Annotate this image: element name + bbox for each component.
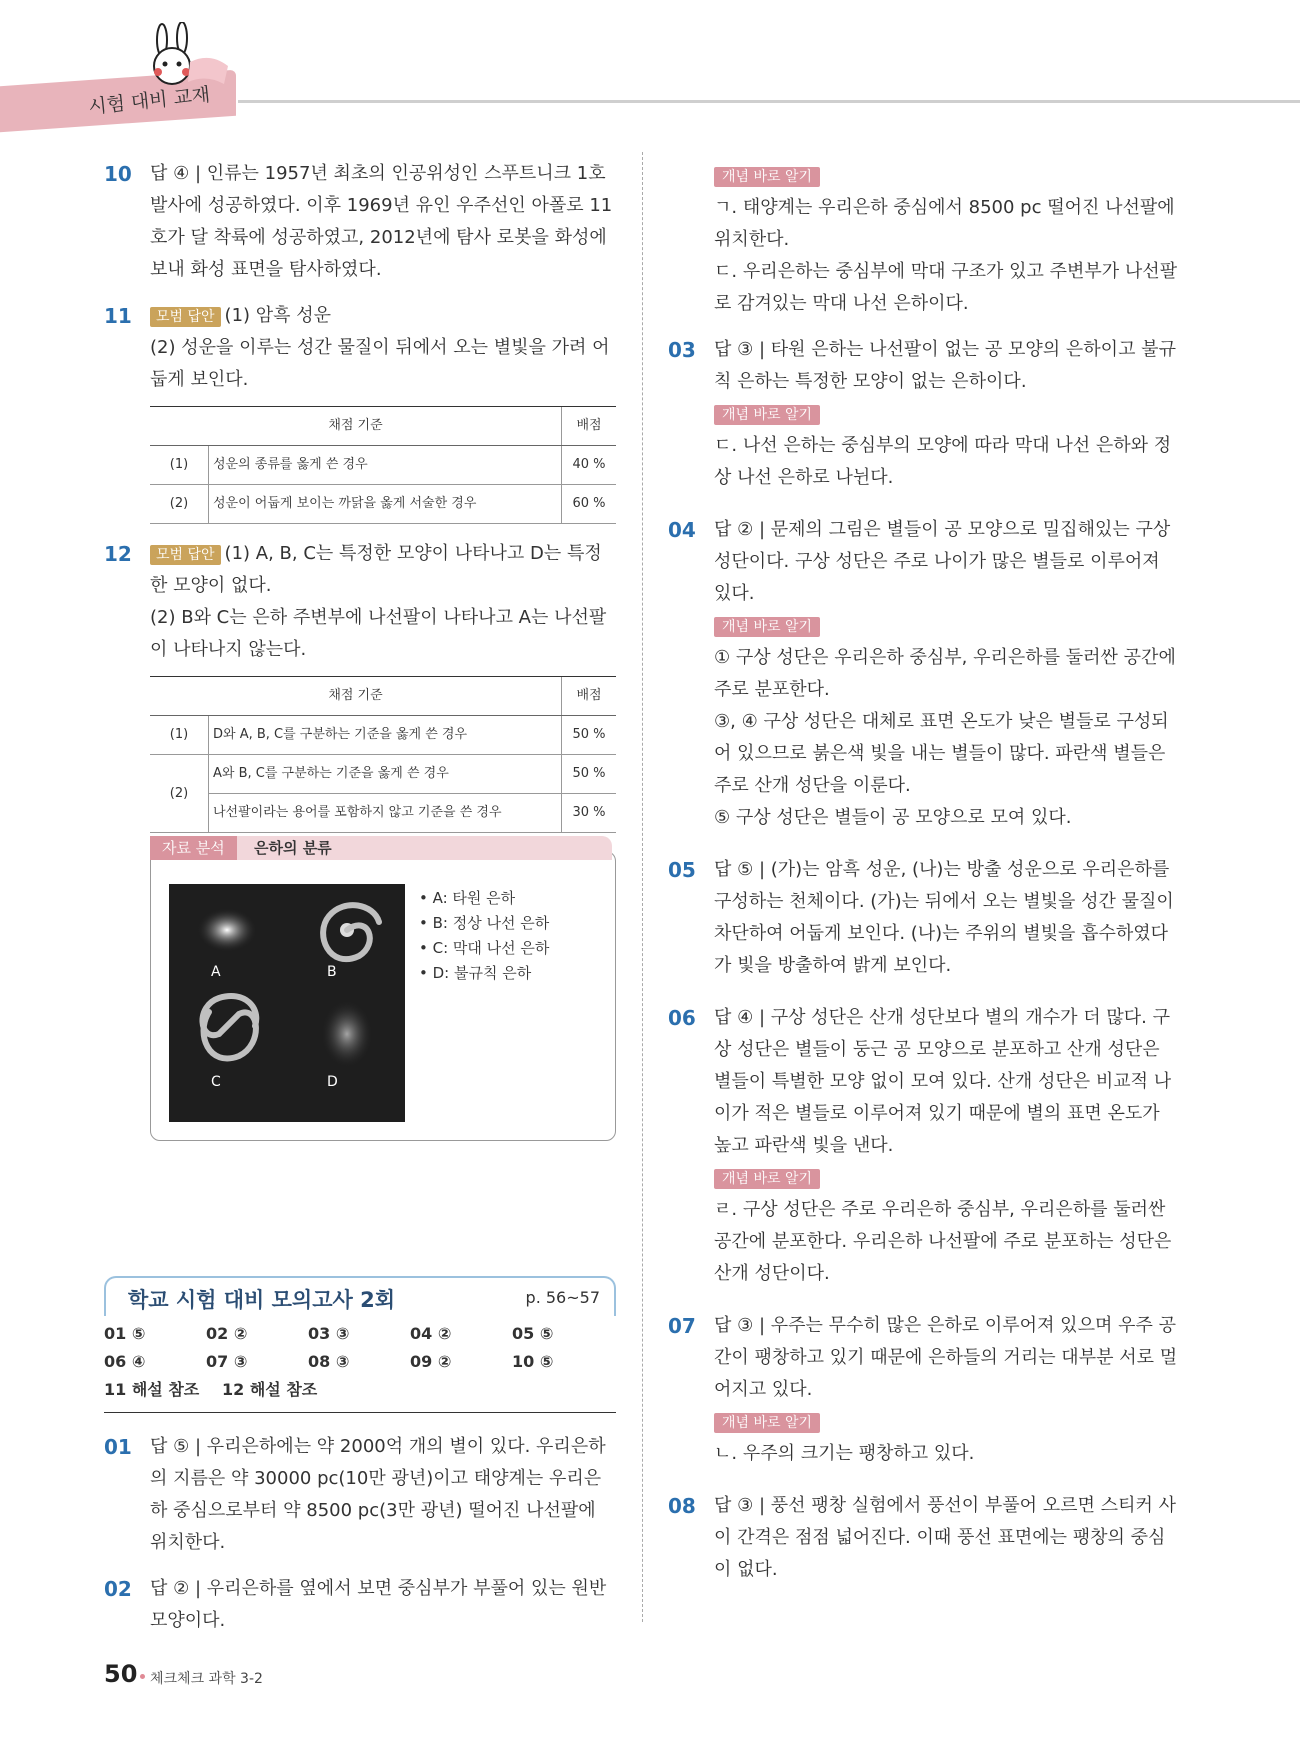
answer-02 <box>104 1573 616 1637</box>
table-cell: 나선팔이라는 용어를 포함하지 않고 기준을 쓴 경우 <box>209 794 562 833</box>
question-number: 12 <box>104 542 132 566</box>
answer-cell: 01 ⑤ <box>104 1324 146 1343</box>
answer-text: 답 ② | 문제의 그림은 별들이 공 모양으로 밀집해있는 구상 성단이다. 구상 성단은 주로 나이가 많은 별들로 이루어져 있다. <box>714 519 1171 604</box>
question-number: 04 <box>668 518 696 542</box>
answer-line: (2) B와 C는 은하 주변부에 나선팔이 나타나고 A는 나선팔이 나타나지 않는다. <box>150 607 607 660</box>
concept-line: ㄱ. 태양계는 우리은하 중심에서 8500 pc 떨어진 나선팔에 위치한다. <box>714 197 1175 250</box>
answer-cell: 08 ③ <box>308 1352 350 1371</box>
answer-07 <box>668 1310 1180 1470</box>
data-analysis-box <box>150 839 616 1141</box>
question-number: 02 <box>104 1577 132 1601</box>
table-cell: (2) <box>150 755 209 833</box>
galaxy-illustration <box>169 884 405 1122</box>
galaxy-label: C <box>211 1074 221 1090</box>
right-column <box>668 160 1180 1586</box>
model-answer-tag: 모범 답안 <box>150 307 221 327</box>
answer-text: 답 ④ | 인류는 1957년 최초의 인공위성인 스푸트니크 1호 발사에 성공하였다. 이후 1969년 유인 우주선인 아폴로 11호가 달 착륙에 성공하였고, 2012년에 탐사 로봇을 화성에 보내 화성 표면을 탐사하였다. <box>150 163 613 280</box>
answer-08 <box>668 1490 1180 1586</box>
answer-text: 답 ② | 우리은하를 옆에서 보면 중심부가 부풀어 있는 원반 모양이다. <box>150 1578 607 1631</box>
table-cell: 50 % <box>562 716 617 755</box>
table-cell: A와 B, C를 구분하는 기준을 옳게 쓴 경우 <box>209 755 562 794</box>
table-header: 채점 기준 <box>150 677 562 716</box>
model-answer-tag: 모범 답안 <box>150 545 221 565</box>
table-cell: (1) <box>150 716 209 755</box>
answer-text: 답 ③ | 타원 은하는 나선팔이 없는 공 모양의 은하이고 불규칙 은하는 특정한 모양이 없는 은하이다. <box>714 339 1176 392</box>
galaxy-label: A <box>211 964 221 980</box>
answer-06 <box>668 1002 1180 1290</box>
book-title: 체크체크 과학 3-2 <box>150 1671 263 1687</box>
table-cell: 40 % <box>562 446 617 485</box>
answer-04 <box>668 514 1180 834</box>
table-cell: (2) <box>150 485 209 524</box>
list-item: • C: 막대 나선 은하 <box>419 939 550 957</box>
header-label: 시험 대비 교재 <box>87 83 212 119</box>
concept-tag: 개념 바로 알기 <box>714 617 820 637</box>
barred-spiral-galaxy-icon <box>202 996 256 1058</box>
scoring-table <box>150 406 616 524</box>
scoring-table <box>150 676 616 833</box>
answer-text: 답 ③ | 풍선 팽창 실험에서 풍선이 부풀어 오르면 스티커 사이 간격은 점점 넓어진다. 이때 풍선 표면에는 팽창의 중심이 없다. <box>714 1495 1176 1580</box>
answer-row <box>104 1376 616 1404</box>
analysis-header <box>150 836 612 860</box>
answer-cell: 03 ③ <box>308 1324 350 1343</box>
question-number: 10 <box>104 162 132 186</box>
galaxy-label: D <box>327 1074 338 1090</box>
list-item: • A: 타원 은하 <box>419 889 516 907</box>
table-cell: (1) <box>150 446 209 485</box>
bullet-icon <box>140 1674 145 1679</box>
answer-row <box>104 1320 616 1348</box>
galaxy-image <box>169 884 405 1122</box>
answer-text: 답 ③ | 우주는 무수히 많은 은하로 이루어져 있으며 우주 공간이 팽창하고 있기 때문에 은하들의 거리는 대부분 서로 멀어지고 있다. <box>714 1315 1178 1400</box>
galaxy-label: B <box>327 964 337 980</box>
table-row <box>150 716 616 755</box>
answer-cell: 11 해설 참조 <box>104 1380 200 1399</box>
concept-block <box>668 160 1180 320</box>
exam-pages: p. 56~57 <box>525 1288 600 1307</box>
answer-10 <box>104 158 616 286</box>
concept-line: ① 구상 성단은 우리은하 중심부, 우리은하를 둘러싼 공간에 주로 분포한다. <box>714 647 1176 700</box>
galaxy-type-list <box>419 886 549 986</box>
table-cell: 60 % <box>562 485 617 524</box>
answer-text: 답 ④ | 구상 성단은 산개 성단보다 별의 개수가 더 많다. 구상 성단은 별들이 둥근 공 모양으로 분포하고 산개 성단은 별들이 특별한 모양 없이 모여 있다. 산개 성단은 비교적 나이가 적은 별들로 이루어져 있기 때문에 별의 표면 온도가 높고 파란색 빛을 낸다. <box>714 1007 1172 1156</box>
answer-cell: 12 해설 참조 <box>222 1380 318 1399</box>
question-number: 06 <box>668 1006 696 1030</box>
question-number: 05 <box>668 858 696 882</box>
table-header: 채점 기준 <box>150 407 562 446</box>
header-rule <box>238 100 1300 103</box>
table-row <box>150 485 616 524</box>
table-header: 배점 <box>562 407 617 446</box>
concept-line: ㄴ. 우주의 크기는 팽창하고 있다. <box>714 1443 975 1464</box>
list-item: • B: 정상 나선 은하 <box>419 914 550 932</box>
left-column <box>104 158 616 1141</box>
table-cell: 성운이 어둡게 보이는 까닭을 옳게 서술한 경우 <box>209 485 562 524</box>
answer-cell: 10 ⑤ <box>512 1352 554 1371</box>
concept-line: ㄹ. 구상 성단은 주로 우리은하 중심부, 우리은하를 둘러싼 공간에 분포한다. 우리은하 나선팔에 주로 분포하는 성단은 산개 성단이다. <box>714 1199 1172 1284</box>
page-number: 50 <box>104 1660 138 1688</box>
answer-line: (1) A, B, C는 특정한 모양이 나타나고 D는 특정한 모양이 없다. <box>150 543 602 596</box>
irregular-galaxy-icon <box>321 1000 373 1068</box>
analysis-title: 은하의 분류 <box>254 839 332 857</box>
answer-cell: 02 ② <box>206 1324 248 1343</box>
answer-12 <box>104 538 616 1141</box>
question-number: 11 <box>104 304 132 328</box>
elliptical-galaxy-icon <box>197 908 257 952</box>
answer-grid <box>104 1316 616 1413</box>
answer-01 <box>104 1431 616 1559</box>
answer-11 <box>104 300 616 524</box>
table-row <box>150 755 616 794</box>
question-number: 01 <box>104 1435 132 1459</box>
spiral-galaxy-icon <box>323 905 379 959</box>
concept-line: ㄷ. 우리은하는 중심부에 막대 구조가 있고 주변부가 나선팔로 감겨있는 막대 나선 은하이다. <box>714 261 1178 314</box>
answer-cell: 09 ② <box>410 1352 452 1371</box>
analysis-tag: 자료 분석 <box>150 836 237 860</box>
answer-text: 답 ⑤ | (가)는 암흑 성운, (나)는 방출 성운으로 우리은하를 구성하는 천체이다. (가)는 뒤에서 오는 별빛을 성간 물질이 차단하여 어둡게 보인다. (나)는 주위의 별빛을 흡수하였다가 빛을 방출하여 밝게 보인다. <box>714 859 1174 976</box>
answer-text: 답 ⑤ | 우리은하에는 약 2000억 개의 별이 있다. 우리은하의 지름은 약 30000 pc(10만 광년)이고 태양계는 우리은하 중심으로부터 약 8500 pc(3만 광년) 떨어진 나선팔에 위치한다. <box>150 1436 606 1553</box>
list-item: • D: 불규칙 은하 <box>419 964 532 982</box>
answer-cell: 06 ④ <box>104 1352 146 1371</box>
table-cell: D와 A, B, C를 구분하는 기준을 옳게 쓴 경우 <box>209 716 562 755</box>
mock-exam-section <box>104 1276 616 1637</box>
answer-row <box>104 1348 616 1376</box>
concept-line: ㄷ. 나선 은하는 중심부의 모양에 따라 막대 나선 은하와 정상 나선 은하로 나뉜다. <box>714 435 1172 488</box>
answer-05 <box>668 854 1180 982</box>
concept-line: ⑤ 구상 성단은 별들이 공 모양으로 모여 있다. <box>714 807 1072 828</box>
concept-tag: 개념 바로 알기 <box>714 1169 820 1189</box>
table-cell: 50 % <box>562 755 617 794</box>
table-cell: 30 % <box>562 794 617 833</box>
answer-cell: 05 ⑤ <box>512 1324 554 1343</box>
table-header: 배점 <box>562 677 617 716</box>
question-number: 07 <box>668 1314 696 1338</box>
answer-line: (2) 성운을 이루는 성간 물질이 뒤에서 오는 별빛을 가려 어둡게 보인다. <box>150 337 610 390</box>
answer-03 <box>668 334 1180 494</box>
answer-cell: 04 ② <box>410 1324 452 1343</box>
question-number: 08 <box>668 1494 696 1518</box>
exam-title-bar <box>104 1276 616 1316</box>
exam-title: 학교 시험 대비 모의고사 2회 <box>128 1288 396 1312</box>
table-row <box>150 446 616 485</box>
concept-tag: 개념 바로 알기 <box>714 167 820 187</box>
answer-cell: 07 ③ <box>206 1352 248 1371</box>
concept-tag: 개념 바로 알기 <box>714 1413 820 1433</box>
concept-line: ③, ④ 구상 성단은 대체로 표면 온도가 낮은 별들로 구성되어 있으므로 붉은색 빛을 내는 별들이 많다. 파란색 별들은 주로 산개 성단을 이룬다. <box>714 711 1169 796</box>
column-divider <box>642 152 643 1622</box>
question-number: 03 <box>668 338 696 362</box>
table-cell: 성운의 종류를 옳게 쓴 경우 <box>209 446 562 485</box>
concept-tag: 개념 바로 알기 <box>714 405 820 425</box>
answer-line: (1) 암흑 성운 <box>224 305 332 326</box>
table-row <box>150 794 616 833</box>
